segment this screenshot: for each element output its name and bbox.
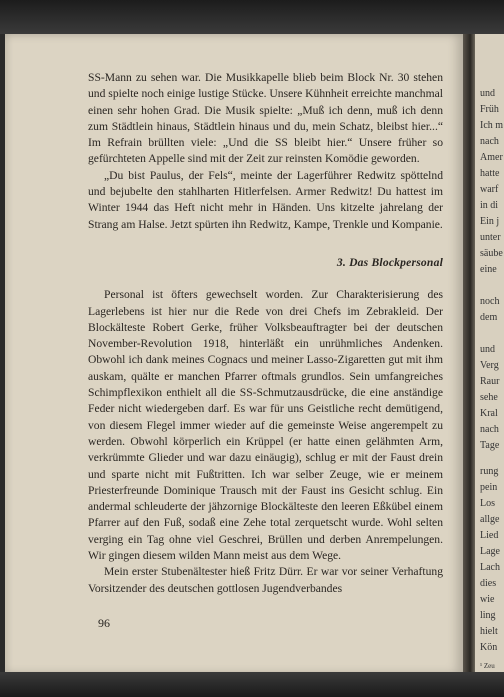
facing-fragment: warf: [480, 184, 499, 195]
facing-fragment: nach: [480, 424, 499, 435]
scan-border-top: [0, 0, 504, 34]
facing-fragment: Lach: [480, 562, 500, 573]
section-heading: 3. Das Blockpersonal: [336, 255, 443, 269]
facing-fragment: noch: [480, 296, 500, 307]
facing-fragment: Lage: [480, 546, 500, 557]
facing-fragment: Raur: [480, 376, 500, 387]
page-text: [88, 70, 443, 597]
paragraph: Mein erster Stubenältester hieß Fritz Dürr. Er war vor seiner Verhaftung Vorsitzender des deutschen gottlosen Jugendverbandes: [88, 565, 443, 595]
facing-fragment: wie: [480, 594, 495, 605]
facing-fragment: Lied: [480, 530, 499, 541]
facing-fragment: und: [480, 344, 495, 355]
facing-fragment: hielt: [480, 626, 498, 637]
page-number: 96: [98, 616, 110, 630]
facing-fragment: Verg: [480, 360, 499, 371]
paragraph: „Du bist Paulus, der Fels“, meinte der Lagerführer Redwitz spöttelnd und bejubelte den stahlharten Hitlerfelsen. Armer Redwitz! Du hattest im Winter 1944 das Heft nicht mehr in Händen. Uns kitzelte jahrelang der Strang am Halse. Jetzt spürten ihn Redwitz, Kampe, Trenkle und Kompanie.: [88, 168, 443, 231]
facing-fragment: Ich m: [480, 120, 504, 131]
facing-fragment: hatte: [480, 168, 500, 179]
book-gutter: [463, 34, 475, 674]
paragraph: SS-Mann zu sehen war. Die Musikkapelle blieb beim Block Nr. 30 stehen und spielte noch einige lustige Stücke. Unsere Kühnheit erreichte manchmal einen sehr hohen Grad. Die Musik spielte: „Muß ich denn, muß ich denn zum Städtlein hinaus, Städtlein hinaus und du, mein Schatz, bleibst hier...“ Im Refrain brüllten viele: „Und die SS bleibt hier.“ Unsere früher so gefürchteten Appelle sind mit der Zeit zur reinsten Komödie geworden.: [88, 71, 443, 166]
facing-fragment: eine: [480, 264, 497, 275]
facing-fragment: Früh: [480, 104, 499, 115]
facing-fragment: Kön: [480, 642, 498, 653]
facing-fragment: Amer: [480, 152, 503, 163]
facing-fragment: allge: [480, 514, 500, 525]
scan-border-bottom: [0, 672, 504, 697]
facing-fragment: rung: [480, 466, 499, 477]
facing-fragment: Ein j: [480, 216, 500, 227]
facing-fragment: pein: [480, 482, 498, 493]
facing-fragment: unter: [480, 232, 501, 243]
facing-fragment: dem: [480, 312, 498, 323]
facing-fragment: ling: [480, 610, 496, 621]
facing-fragment: nach: [480, 136, 499, 147]
facing-fragment: dies: [480, 578, 497, 589]
facing-fragment: Los: [480, 498, 495, 509]
facing-page-edge: [475, 34, 504, 674]
facing-fragment: Kral: [480, 408, 498, 419]
facing-footnote: ¹ Zeu: [480, 662, 495, 670]
facing-fragment: in di: [480, 200, 499, 211]
facing-fragment: sehe: [480, 392, 498, 403]
paragraph: Personal ist öfters gewechselt worden. Zur Charakterisierung des Lagerlebens ist hier nur die Rede von drei Chefs im Zebrakleid. Der Blockälteste Robert Gerke, früher Volksbeauftragter bei der deutschen November-Revolution 1918, hinterläßt ein unrühmliches Andenken. Obwohl ich dank meines Cognacs und meiner Lasso-Zigaretten gut mit ihm auskam, quälte er manchen Pfarrer oftmals grundlos. Sein umfangreiches Schimpflexikon enthielt all die SS-Schmutzausdrücke, die eine anständige Feder nicht wiedergeben darf. Es war für uns Geistliche recht demütigend, von diesem Flegel immer wieder auf die gemeinste Weise angerempelt zu werden. Obwohl körperlich ein Krüppel (er hatte einen gelähmten Arm, verkrümmte Glieder und war dazu einäugig), schlug er mit der Faust drein und sparte nicht mit Fußtritten. Ich war selber Zeuge, wie er meinem Priesterfreunde Dominique Trausch mit der Faust ins Gesicht schlug. Ein andermal schleuderte der jähzornige Blockälteste den leeren Eßkübel einem Pfarrer auf den Fuß, sodaß eine Zehe total zerquetscht wurde. Wohl selten verging ein Tag ohne viel Geschrei, Brüllen und derben Anrempelungen. Wir gingen diesem wilden Mann meist aus dem Wege.: [88, 288, 443, 563]
facing-fragment: und: [480, 88, 495, 99]
facing-fragment: Tage: [480, 440, 500, 451]
facing-fragment: säube: [480, 248, 503, 259]
